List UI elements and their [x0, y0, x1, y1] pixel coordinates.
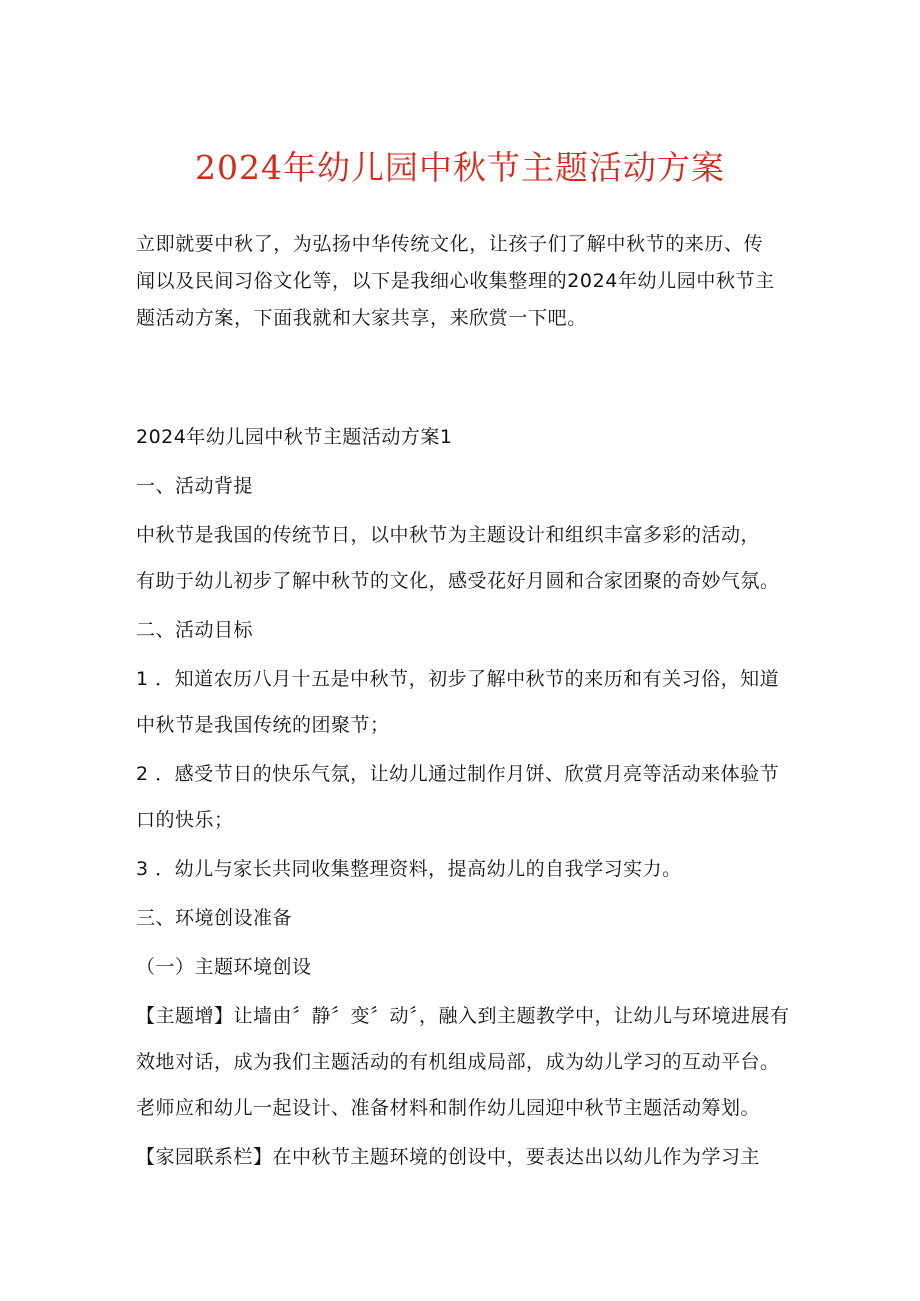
paragraph-line: 老师应和幼儿一起设计、准备材料和制作幼儿园迎中秋节主题活动筹划。: [136, 1097, 761, 1119]
spacer: [136, 1077, 796, 1094]
plan-heading: 2024年幼儿园中秋节主题活动方案1: [136, 426, 453, 448]
spacer: [136, 694, 796, 711]
intro-line: 立即就要中秋了，为弘扬中华传统文化，让孩子们了解中秋节的来历、传: [136, 233, 764, 255]
paragraph-line: 【家园联系栏】在中秋节主题环境的创设中，要表达出以幼儿作为学习主: [136, 1146, 761, 1168]
section-heading: 二、活动目标: [136, 619, 254, 641]
spacer: [136, 740, 796, 760]
spacer: [136, 1031, 796, 1048]
section-heading: 一、活动背提: [136, 475, 254, 497]
spacer: [136, 452, 796, 472]
intro-line: 题活动方案，下面我就和大家共享，来欣赏一下吧。: [136, 307, 587, 329]
spacer: [136, 789, 796, 806]
spacer: [136, 835, 796, 855]
list-item-line: 中秋节是我国传统的团聚节；: [136, 714, 390, 736]
list-item-line: 口的快乐；: [136, 809, 234, 831]
list-item-line: 2 ．感受节日的快乐气氛，让幼儿通过制作月饼、欣赏月亮等活动来体验节: [136, 763, 780, 785]
spacer: [136, 596, 796, 616]
list-item-line: 3 ．幼儿与家长共同收集整理资料，提高幼儿的自我学习实力。: [136, 858, 682, 880]
document-title: 2024年幼儿园中秋节主题活动方案: [195, 148, 725, 187]
section-heading: 三、环境创设准备: [136, 907, 293, 929]
paragraph-line: 【主题增】让墙由〞静〞变〞动〞，融入到主题教学中，让幼儿与环境进展有: [136, 1005, 790, 1027]
spacer: [136, 645, 796, 665]
intro-line: 闻以及民间习俗文化等，以下是我细心收集整理的2024年幼儿园中秋节主: [136, 270, 775, 292]
intro-paragraph: [136, 226, 786, 337]
paragraph-line: 有助于幼儿初步了解中秋节的文化，感受花好月圆和合家团聚的奇妙气氛。: [136, 570, 780, 592]
spacer: [136, 501, 796, 521]
document-content: [136, 423, 796, 1172]
spacer: [136, 1123, 796, 1143]
subsection-heading: （一）主题环境创设: [136, 956, 312, 978]
paragraph-line: 效地对话，成为我们主题活动的有机组成局部，成为幼儿学习的互动平台。: [136, 1051, 780, 1073]
spacer: [136, 884, 796, 904]
spacer: [136, 933, 796, 953]
paragraph-line: 中秋节是我国的传统节日，以中秋节为主题设计和组织丰富多彩的活动，: [136, 524, 761, 546]
spacer: [136, 550, 796, 567]
list-item-line: 1 ．知道农历八月十五是中秋节，初步了解中秋节的来历和有关习俗，知道: [136, 668, 780, 690]
spacer: [136, 982, 796, 1002]
